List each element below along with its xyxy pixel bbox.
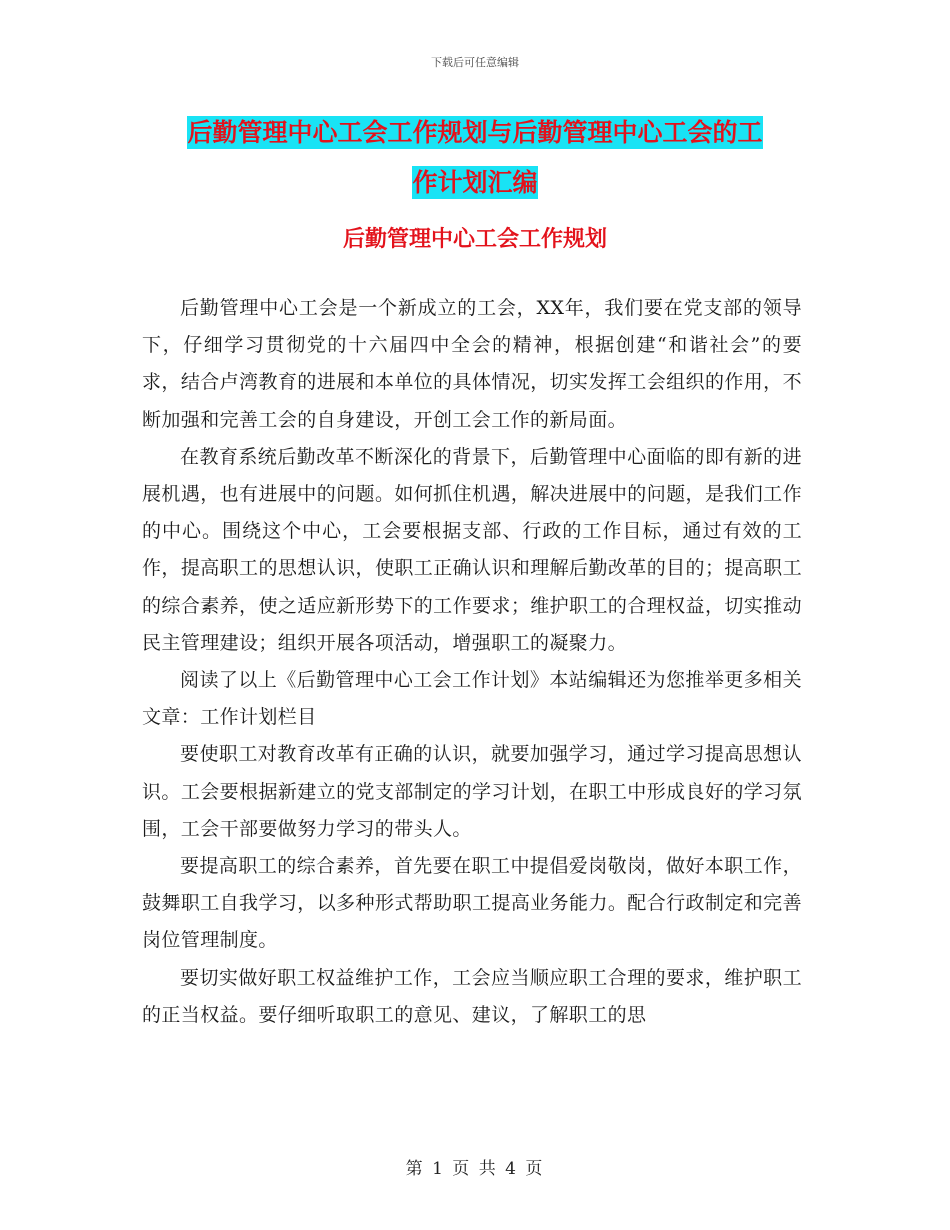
body-text [142, 290, 802, 1034]
document-title-line-1: 后勤管理中心工会工作规划与后勤管理中心工会的工 [187, 118, 763, 147]
paragraph: 要使职工对教育改革有正确的认识，就要加强学习，通过学习提高思想认识。工会要根据新建立的党支部制定的学习计划，在职工中形成良好的学习氛围，工会干部要做努力学习的带头人。 [142, 743, 802, 840]
section-title: 后勤管理中心工会工作规划 [342, 227, 607, 252]
paragraph: 后勤管理中心工会是一个新成立的工会，XX年，我们要在党支部的领导下，仔细学习贯彻党的十六届四中全会的精神，根据创建“和谐社会”的要求，结合卢湾教育的进展和本单位的具体情况，切实发挥工会组织的作用，不断加强和完善工会的自身建设，开创工会工作的新局面。 [142, 297, 802, 431]
document-title-line-2: 作计划汇编 [412, 168, 538, 197]
paragraph: 在教育系统后勤改革不断深化的背景下，后勤管理中心面临的即有新的进展机遇，也有进展中的问题。如何抓住机遇，解决进展中的问题，是我们工作的中心。围绕这个中心，工会要根据支部、行政的工作目标，通过有效的工作，提高职工的思想认识，使职工正确认识和理解后勤改革的目的；提高职工的综合素养，使之适应新形势下的工作要求；维护职工的合理权益，切实推动民主管理建设；组织开展各项活动，增强职工的凝聚力。 [142, 445, 802, 654]
page-number-footer: 第 1 页 共 4 页 [405, 1159, 545, 1179]
document-title [140, 108, 810, 208]
paragraph: 要提高职工的综合素养，首先要在职工中提倡爱岗敬岗，做好本职工作，鼓舞职工自我学习，以多种形式帮助职工提高业务能力。配合行政制定和完善岗位管理制度。 [142, 855, 802, 952]
header-note: 下载后可任意编辑 [431, 56, 519, 69]
paragraph: 要切实做好职工权益维护工作，工会应当顺应职工合理的要求，维护职工的正当权益。要仔细听取职工的意见、建议，了解职工的思 [142, 966, 802, 1026]
paragraph: 阅读了以上《后勤管理中心工会工作计划》本站编辑还为您推举更多相关文章：工作计划栏目 [142, 669, 802, 729]
